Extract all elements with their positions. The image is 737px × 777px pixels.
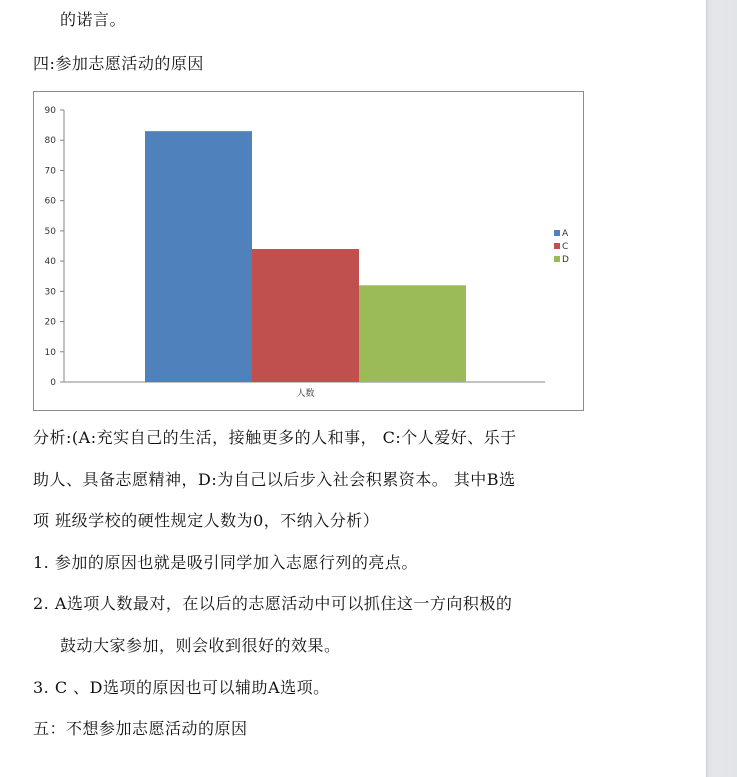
- legend-swatch-a: [554, 230, 560, 236]
- list-item-3: 3. C 、D选项的原因也可以辅助A选项。: [33, 678, 330, 697]
- y-tick-label: 0: [50, 378, 56, 388]
- bar-d: [359, 285, 466, 382]
- text-line-promise: 的诺言。: [60, 10, 127, 29]
- legend-label-d: D: [562, 255, 569, 265]
- y-tick-label: 30: [44, 287, 56, 298]
- y-tick-label: 10: [44, 347, 56, 358]
- list-item-2: 2. A选项人数最对，在以后的志愿活动中可以抓住这一方向积极的: [33, 594, 513, 613]
- list-item-1: 1. 参加的原因也就是吸引同学加入志愿行列的亮点。: [33, 553, 418, 572]
- bar-a: [145, 131, 252, 382]
- x-category-label: 人数: [296, 389, 315, 399]
- y-tick-label: 40: [44, 257, 56, 268]
- section-heading-4: 四:参加志愿活动的原因: [33, 54, 204, 73]
- list-item-2-continued: 鼓动大家参加，则会收到很好的效果。: [60, 636, 341, 655]
- bar-chart: [33, 91, 584, 411]
- analysis-line-2: 助人、具备志愿精神，D:为自己以后步入社会积累资本。 其中B选: [33, 470, 516, 489]
- analysis-line-3: 项 班级学校的硬性规定人数为0，不纳入分析）: [33, 511, 380, 530]
- y-tick-label: 90: [44, 106, 56, 116]
- legend-label-a: A: [562, 229, 569, 239]
- legend-swatch-c: [554, 243, 560, 249]
- chart-svg: [34, 92, 583, 410]
- y-tick-label: 50: [44, 226, 56, 237]
- bar-c: [252, 249, 359, 382]
- y-tick-label: 80: [44, 136, 56, 147]
- window-side-gutter: [706, 0, 737, 777]
- analysis-line-1: 分析:(A:充实自己的生活，接触更多的人和事， C:个人爱好、乐于: [33, 428, 517, 447]
- y-tick-label: 70: [44, 166, 56, 177]
- legend-label-c: C: [562, 242, 569, 252]
- y-tick-label: 20: [44, 317, 56, 328]
- y-tick-label: 60: [44, 196, 56, 207]
- legend-swatch-d: [554, 256, 560, 262]
- section-heading-5: 五：不想参加志愿活动的原因: [33, 719, 248, 738]
